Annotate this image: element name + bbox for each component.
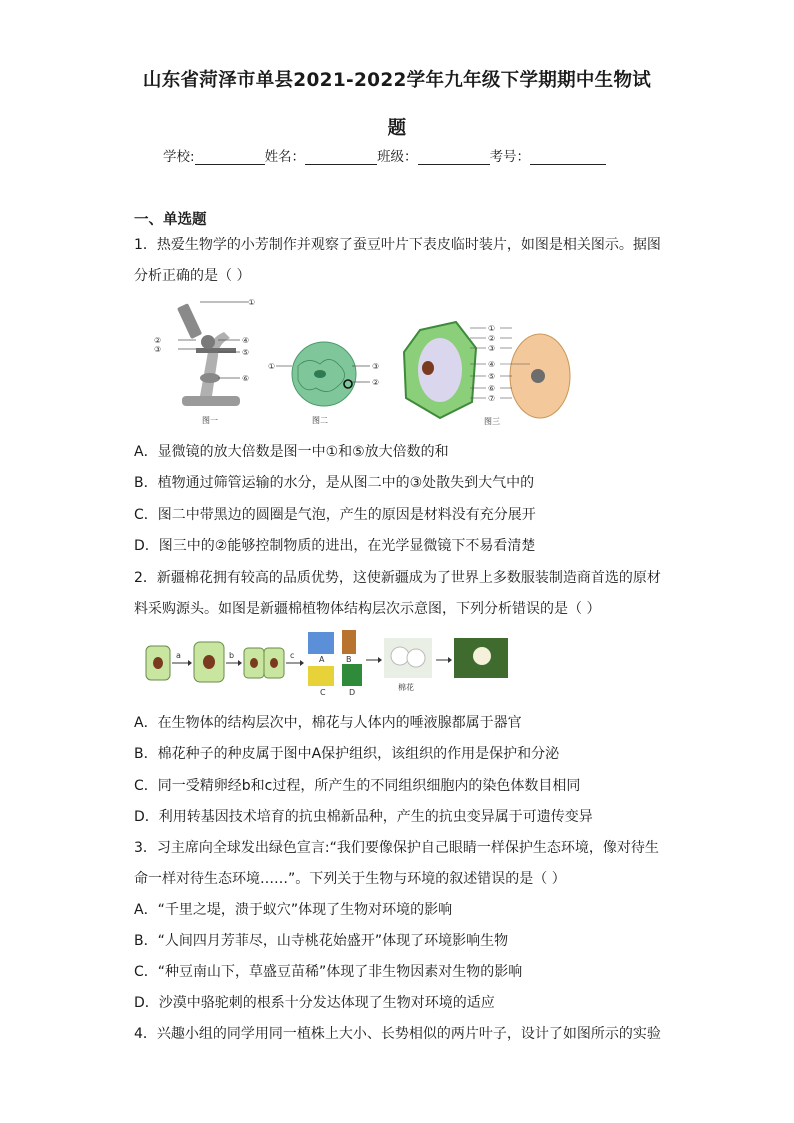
fig3-label: 图三: [484, 417, 500, 426]
q1-stem-line2: 分析正确的是（ ）: [134, 268, 251, 284]
plant-nucleus: [422, 361, 434, 375]
svg-text:⑤: ⑤: [242, 348, 250, 357]
class-blank[interactable]: [418, 150, 490, 165]
q2-option-c[interactable]: C．同一受精卵经b和c过程，所产生的不同组织细胞内的染色体数目相同: [134, 778, 581, 794]
q1-option-c[interactable]: C．图二中带黑边的圆圈是气泡，产生的原因是材料没有充分展开: [134, 507, 536, 523]
q2-stem-line1: 2．新疆棉花拥有较高的品质优势，这使新疆成为了世界上多数服装制造商首选的原材: [134, 570, 661, 586]
q1-option-b[interactable]: B．植物通过筛管运输的水分，是从图二中的③处散失到大气中的: [134, 475, 535, 491]
student-info-row: [163, 145, 606, 165]
q3-option-a[interactable]: A．“千里之堤，溃于蚁穴”体现了生物对环境的影响: [134, 902, 453, 918]
name-label: 姓名：: [264, 149, 306, 165]
svg-text:①: ①: [488, 324, 496, 333]
svg-text:③: ③: [372, 362, 380, 371]
cotton-label: 棉花: [398, 683, 414, 692]
svg-text:⑥: ⑥: [242, 374, 250, 383]
cell-figure: [400, 318, 584, 430]
svg-text:②: ②: [372, 378, 380, 387]
q1-option-d[interactable]: D．图三中的②能够控制物质的进出，在光学显微镜下不易看清楚: [134, 538, 536, 554]
fig1-label: 图一: [202, 416, 218, 425]
q3-stem-line1: 3．习主席向全球发出绿色宣言:“我们要像保护自己眼睛一样保护生态环境，像对待生: [134, 840, 659, 856]
coarse-knob: [201, 335, 215, 349]
microscope-figure: [148, 292, 268, 430]
exam-no-label: 考号：: [489, 149, 531, 165]
q1-option-a[interactable]: A．显微镜的放大倍数是图一中①和⑤放大倍数的和: [134, 444, 449, 460]
animal-nucleus: [531, 369, 545, 383]
exam-title-line1: 山东省菏泽市单县2021-2022学年九年级下学期期中生物试: [142, 70, 652, 91]
q2-option-a[interactable]: A．在生物体的结构层次中，棉花与人体内的唾液腺都属于器官: [134, 715, 522, 731]
q3-option-b[interactable]: B．“人间四月芳菲尽，山寺桃花始盛开”体现了环境影响生物: [134, 933, 509, 949]
tissue-b: [342, 630, 356, 654]
tissue-d: [342, 664, 362, 686]
q2-option-b[interactable]: B．棉花种子的种皮属于图中A保护组织，该组织的作用是保护和分泌: [134, 746, 560, 762]
tissue-label-c: C: [320, 688, 326, 697]
q3-option-d[interactable]: D．沙漠中骆驼刺的根系十分发达体现了生物对环境的适应: [134, 995, 495, 1011]
mirror: [200, 373, 220, 383]
arrow-label-c: c: [290, 651, 295, 660]
tissue-label-d: D: [349, 688, 356, 697]
svg-text:①: ①: [268, 362, 276, 371]
svg-text:①: ①: [248, 298, 256, 307]
exam-title-line2: 题: [387, 118, 407, 139]
arrow-label-a: a: [176, 651, 181, 660]
svg-text:⑤: ⑤: [488, 372, 496, 381]
q3-option-c[interactable]: C．“种豆南山下，草盛豆苗稀”体现了非生物因素对生物的影响: [134, 964, 523, 980]
q2-stem-line2: 料采购源头。如图是新疆棉植物体结构层次示意图，下列分析错误的是（ ）: [134, 601, 601, 617]
svg-text:⑥: ⑥: [488, 384, 496, 393]
tissue-a: [308, 632, 334, 654]
cotton-hierarchy-figure: [144, 628, 516, 698]
exam-no-blank[interactable]: [530, 150, 606, 165]
school-blank[interactable]: [195, 150, 265, 165]
school-label: 学校:: [163, 149, 195, 165]
tissue-c: [308, 666, 334, 686]
q2-option-d[interactable]: D．利用转基因技术培育的抗虫棉新品种，产生的抗虫变异属于可遗传变异: [134, 809, 593, 825]
q3-stem-line2: 命一样对待生态环境……”。下列关于生物与环境的叙述错误的是（ ）: [134, 871, 566, 887]
svg-text:④: ④: [242, 336, 250, 345]
svg-text:⑦: ⑦: [488, 394, 496, 403]
class-label: 班级：: [377, 149, 418, 165]
svg-text:③: ③: [154, 345, 162, 354]
tissue-label-a: A: [319, 655, 325, 664]
q4-stem-line1: 4．兴趣小组的同学用同一植株上大小、长势相似的两片叶子，设计了如图所示的实验: [134, 1026, 661, 1042]
epidermis-figure: [268, 336, 386, 430]
fig2-label: 图二: [312, 416, 328, 425]
q1-stem-line1: 1．热爱生物学的小芳制作并观察了蚕豆叶片下表皮临时装片，如图是相关图示。据图: [134, 237, 661, 253]
arrow-label-b: b: [229, 651, 235, 660]
section-title: 一、单选题: [134, 212, 207, 228]
microscope-tube: [177, 303, 202, 339]
name-blank[interactable]: [305, 150, 377, 165]
svg-text:②: ②: [154, 336, 162, 345]
tissue-label-b: B: [346, 655, 352, 664]
svg-text:③: ③: [488, 344, 496, 353]
microscope-base: [182, 396, 240, 406]
svg-text:④: ④: [488, 360, 496, 369]
svg-text:②: ②: [488, 334, 496, 343]
